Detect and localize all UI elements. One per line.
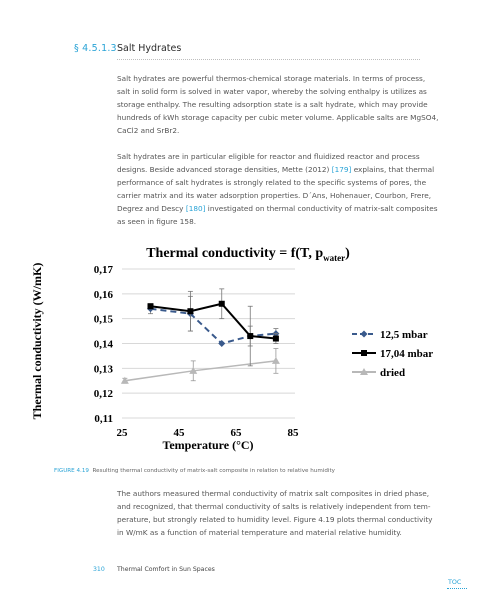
paragraph-line: Salt hydrates are powerful thermos-chemical storage materials. In terms of process, [117,74,426,83]
legend-label: 12,5 mbar [380,329,428,341]
data-point-triangle [272,357,280,364]
text-segment: Degrez and Descy [117,204,184,213]
chart-svg [30,237,450,455]
data-point-square [273,336,279,342]
y-tick-label: 0,16 [93,288,113,301]
page-number: 310 [93,566,105,573]
grid-layer [122,269,295,418]
legend-label: 17,04 mbar [380,348,434,360]
x-tick-label: 85 [287,427,299,439]
data-point-diamond [218,340,225,347]
data-point-square [148,303,154,309]
paragraph-line: storage enthalpy. The resulting adsorption state is a salt hydrate, which may provide [117,100,428,109]
y-axis-label: Thermal conductivity (W/mK) [30,262,44,420]
text-segment: designs. Beside advanced storage densities, Mette (2012) [117,165,330,174]
paragraph-line: perature, but strongly related to humidity level. Figure 4.19 plots thermal conductivity [117,515,433,524]
paragraph-line: carrier matrix and its water adsorption properties. D´Ans, Hohenauer, Courbon, Frere, [117,191,432,200]
data-point-square [361,350,367,356]
paragraph-3 [117,487,433,539]
data-point-square [219,301,225,307]
paragraph-line: in W/mK as a function of material temperature and material relative humidity. [117,528,402,537]
section-number: § 4.5.1.3 [74,43,117,54]
x-tick-label: 25 [116,427,128,439]
paragraph-line: Salt hydrates are in particular eligible for reactor and fluidized reactor and process [117,152,420,161]
y-tick-label: 0,12 [93,388,113,401]
section-title: Salt Hydrates [117,43,182,54]
paragraph-line: as seen in figure 158. [117,217,197,226]
paragraph-line: salt in solid form is solved in water vapor, whereby the solving enthalpy is utilizes as [117,87,427,96]
paragraph-line: CaCl2 and SrBr2. [117,126,180,135]
y-tick-label: 0,13 [93,363,113,376]
legend [352,329,433,379]
tick-label-layer [94,264,299,439]
section-divider [117,59,420,60]
chart-title-subscript: water [323,253,346,263]
x-tick-label: 65 [230,427,242,439]
paragraph-1 [117,72,439,137]
chart-title-end: ) [345,246,350,261]
citation-link[interactable]: [180] [185,204,206,213]
data-point-square [247,333,253,339]
y-tick-label: 0,15 [93,313,113,326]
series-line [125,361,276,381]
data-point-diamond [361,331,368,338]
toc-underline [447,588,467,589]
figure-caption [54,468,335,474]
x-tick-label: 45 [173,427,185,439]
y-tick-label: 0,11 [94,413,113,425]
figure-label: FIGURE 4.19 [54,468,89,474]
paragraph-line [117,163,435,176]
x-axis-label: Temperature (°C) [162,438,254,452]
chart-title-main: Thermal conductivity = f(T, p [146,246,324,261]
paragraph-line: hundreds of kWh storage capacity per cubic meter volume. Applicable salts are MgSO4, [117,113,439,122]
thermal-conductivity-chart [30,237,450,455]
paragraph-line [117,202,438,215]
paragraph-line: The authors measured thermal conductivity of matrix salt composites in dried phase, [117,489,430,498]
citation-link[interactable]: [179] [331,165,352,174]
y-tick-label: 0,17 [93,264,113,276]
text-segment: investigated on thermal conductivity of matrix-salt composites [207,204,438,213]
toc-link[interactable]: TOC [448,578,462,586]
text-segment: explains, that thermal [353,165,435,174]
paragraph-line: and recognized, that thermal conductivity of salts is relatively independent from tem- [117,502,431,511]
series-layer [121,289,280,384]
series-line [151,304,276,339]
legend-label: dried [380,367,406,379]
chart-title [146,246,350,263]
paragraph-line: performance of salt hydrates is strongly related to the specific systems of pores, the [117,178,427,187]
data-point-square [187,308,193,314]
running-title: Thermal Comfort in Sun Spaces [117,566,215,573]
figure-caption-text: Resulting thermal conductivity of matrix-salt composite in relation to relative humidity [92,468,335,474]
series-line [151,309,276,344]
paragraph-2 [117,150,438,228]
y-tick-label: 0,14 [93,338,113,351]
